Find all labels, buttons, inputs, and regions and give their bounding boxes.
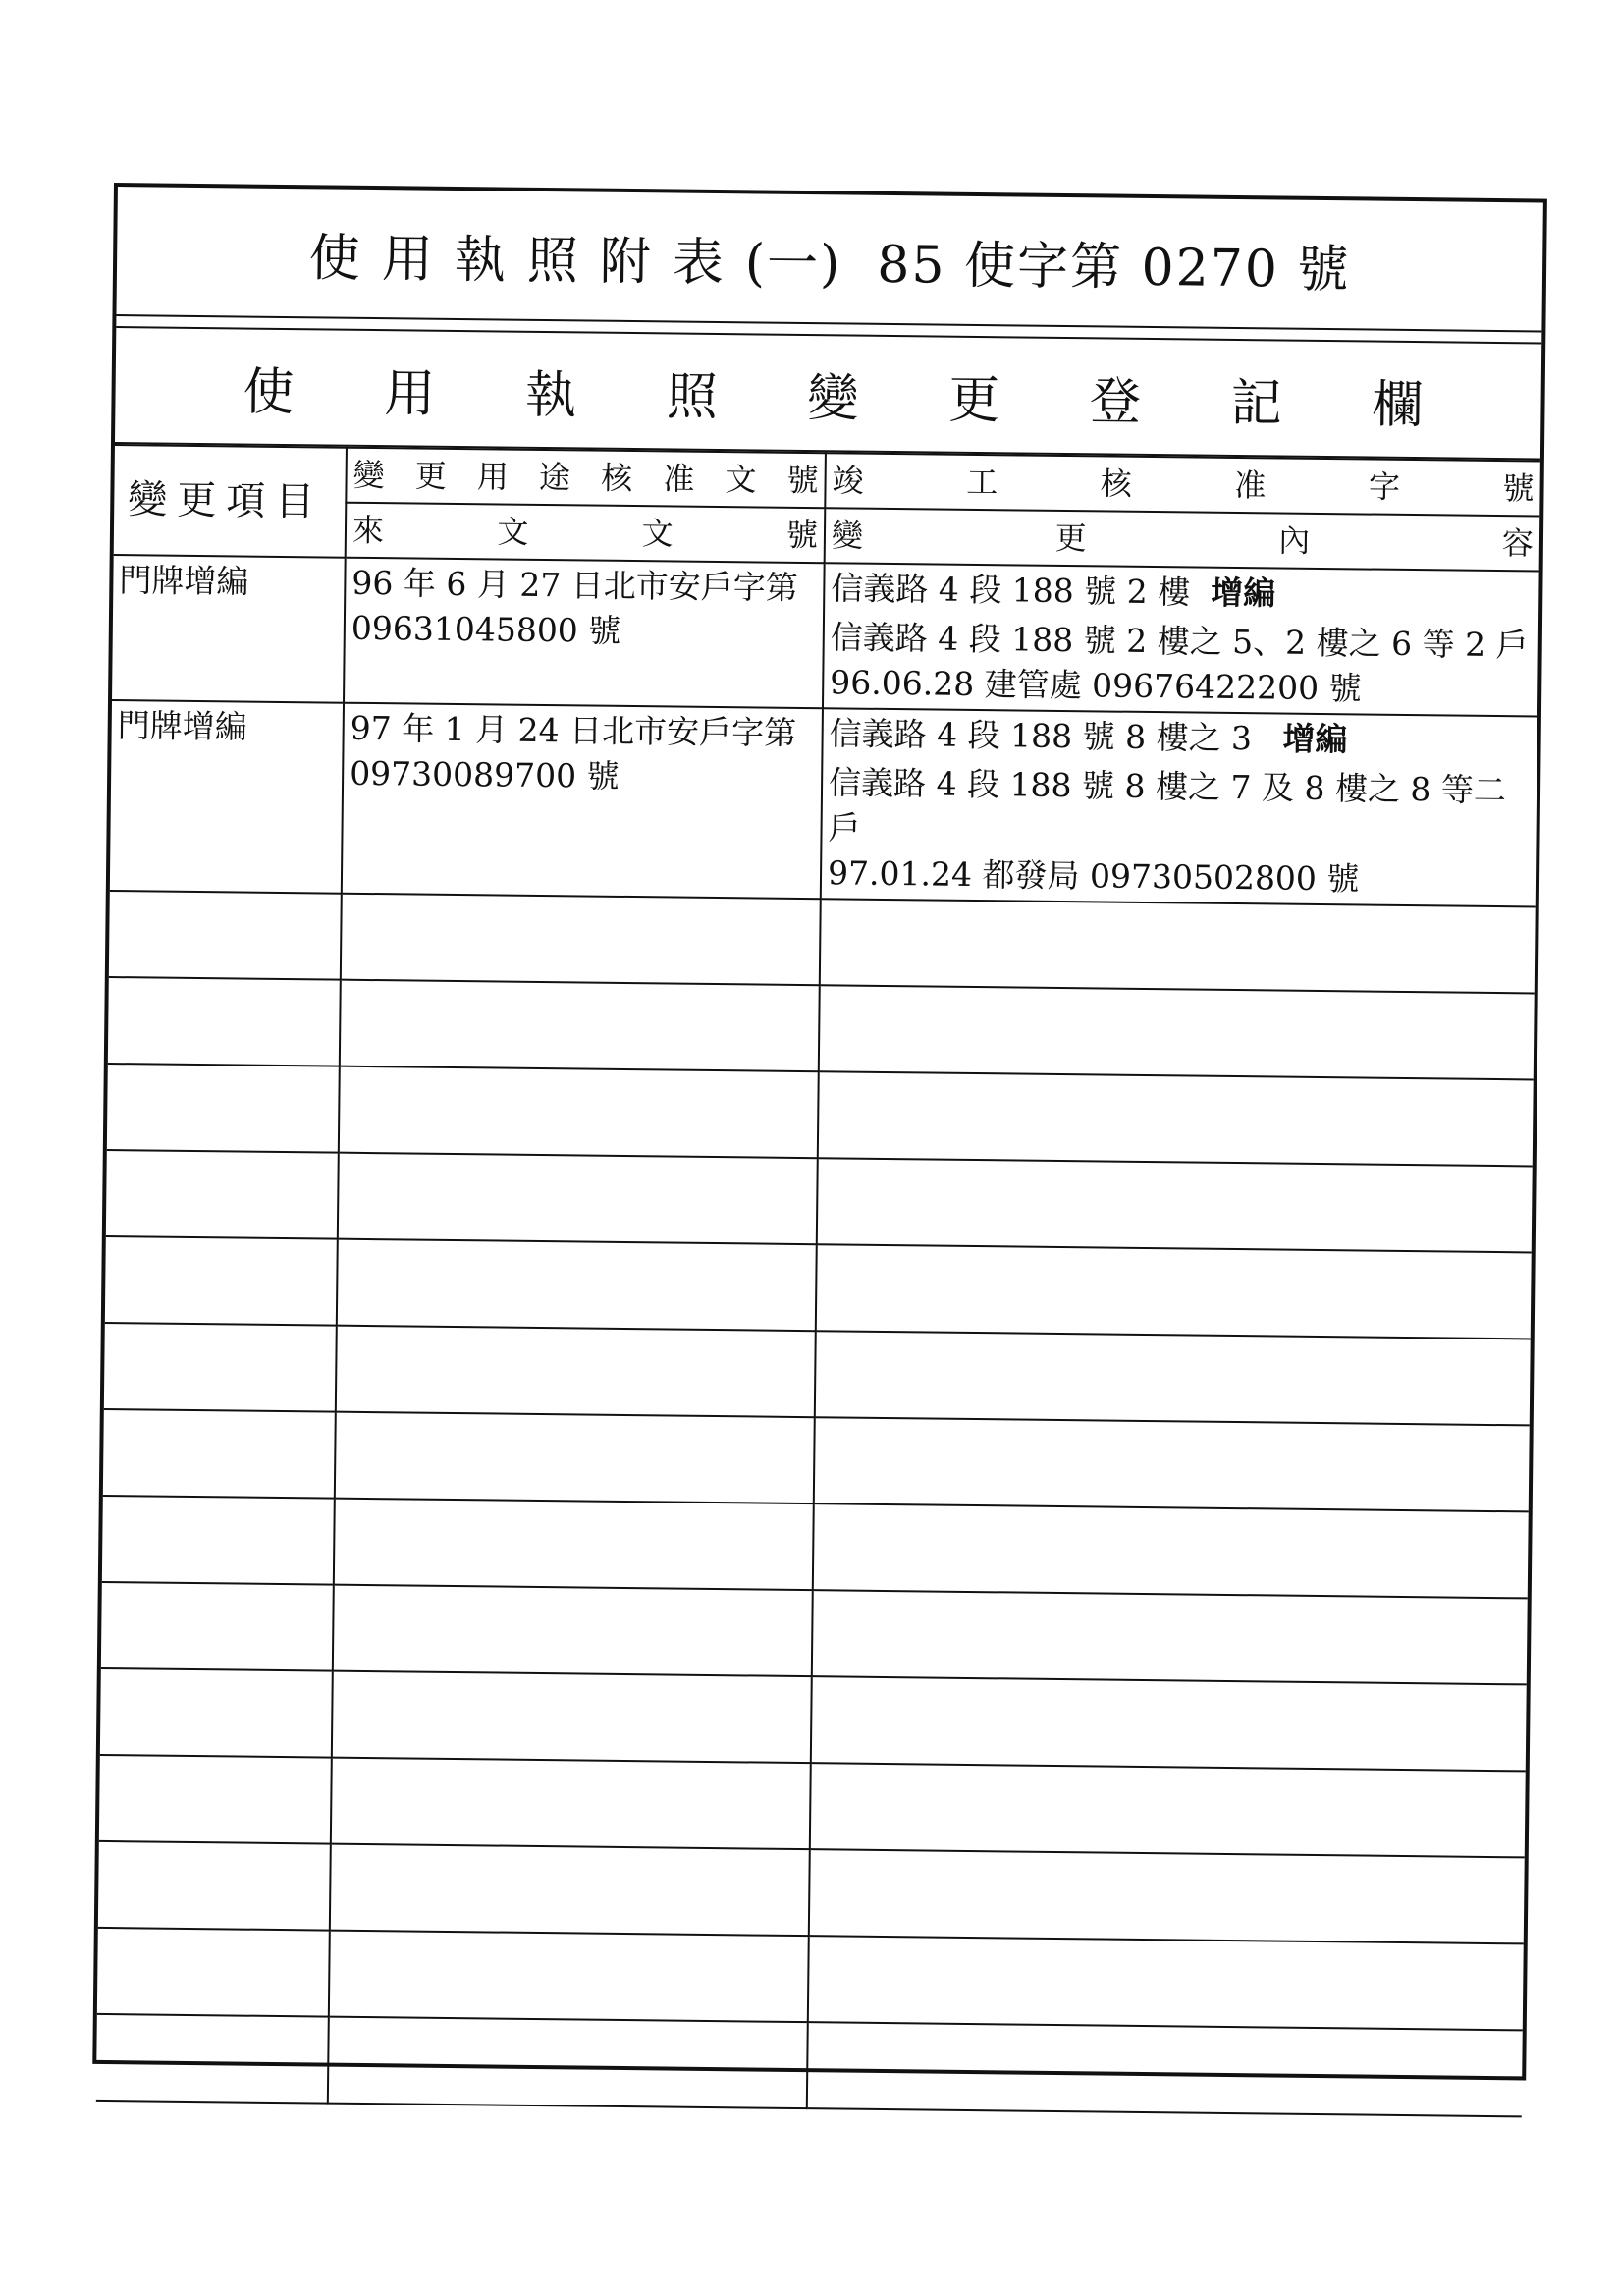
change-content-cell: 信義路 4 段 188 號 8 樓之 3 增編 信義路 4 段 188 號 8 樓之 7 及 8 樓之 8 等二戶 97.01.24 都發局 09730502800 號 xyxy=(821,708,1537,906)
subtitle-char: 欄 xyxy=(1372,375,1424,435)
change-item-cell: 門牌增編 xyxy=(110,700,344,894)
table-row-empty xyxy=(96,2014,1523,2116)
license-number: 85 使字第 0270 號 xyxy=(877,235,1351,300)
table-row xyxy=(112,555,1539,716)
table-row-empty xyxy=(99,1755,1526,1857)
doc-number-cell: 97 年 1 月 24 日北市安戶字第 09730089700 號 xyxy=(342,703,823,900)
tag-label: 增編 xyxy=(1282,719,1348,759)
header-completion-approval: 竣 工 核 准 字 號 xyxy=(825,453,1540,516)
subtitle-char: 登 xyxy=(1089,371,1142,432)
subtitle-char: 更 xyxy=(947,370,1000,430)
change-item-cell: 門牌增編 xyxy=(112,555,346,703)
subtitle-char: 使 xyxy=(243,362,295,422)
table-row-empty xyxy=(98,1841,1525,1943)
title-char: 附 xyxy=(599,232,674,292)
table-row-empty xyxy=(97,1928,1524,2030)
table-row-empty xyxy=(101,1582,1528,1684)
table-row-empty xyxy=(106,1150,1533,1252)
header-incoming-doc: 來 文 文 號 xyxy=(346,503,826,564)
subtitle-char: 執 xyxy=(524,365,577,425)
table-row xyxy=(110,700,1537,906)
title-char: 用 xyxy=(381,229,456,290)
usage-license-form xyxy=(92,183,1547,2080)
form-subtitle xyxy=(115,326,1541,460)
header-change-item: 變更項目 xyxy=(114,445,347,558)
subtitle-char: 用 xyxy=(383,363,436,424)
title-suffix: (一) xyxy=(744,233,842,294)
table-row-empty xyxy=(108,977,1535,1079)
change-content-cell: 信義路 4 段 188 號 2 樓 增編 信義路 4 段 188 號 2 樓之 5、2 樓之 6 等 2 戶 96.06.28 建管處 09676422200 號 xyxy=(823,563,1539,716)
title-char: 照 xyxy=(526,231,601,292)
doc-number-cell: 96 年 6 月 27 日北市安戶字第 09631045800 號 xyxy=(344,558,825,709)
table-row-empty xyxy=(109,891,1536,993)
tag-label: 增編 xyxy=(1211,573,1276,613)
title-char: 執 xyxy=(454,230,528,291)
form-title xyxy=(116,187,1542,332)
table-row-empty xyxy=(104,1323,1531,1425)
subtitle-char: 變 xyxy=(807,368,859,429)
title-char: 使 xyxy=(308,228,383,289)
header-change-content: 變 更 內 容 xyxy=(825,508,1540,571)
table-row-empty xyxy=(103,1409,1530,1511)
table-row-empty xyxy=(105,1236,1532,1339)
title-char: 表 xyxy=(672,232,746,293)
subtitle-char: 記 xyxy=(1230,373,1283,434)
subtitle-char: 照 xyxy=(666,366,719,427)
table-row-empty xyxy=(100,1668,1527,1771)
header-approval-doc: 變 更 用 途 核 准 文 號 xyxy=(346,448,826,509)
change-register-table xyxy=(96,444,1540,2117)
table-row-empty xyxy=(102,1496,1529,1598)
table-row-empty xyxy=(107,1064,1534,1166)
